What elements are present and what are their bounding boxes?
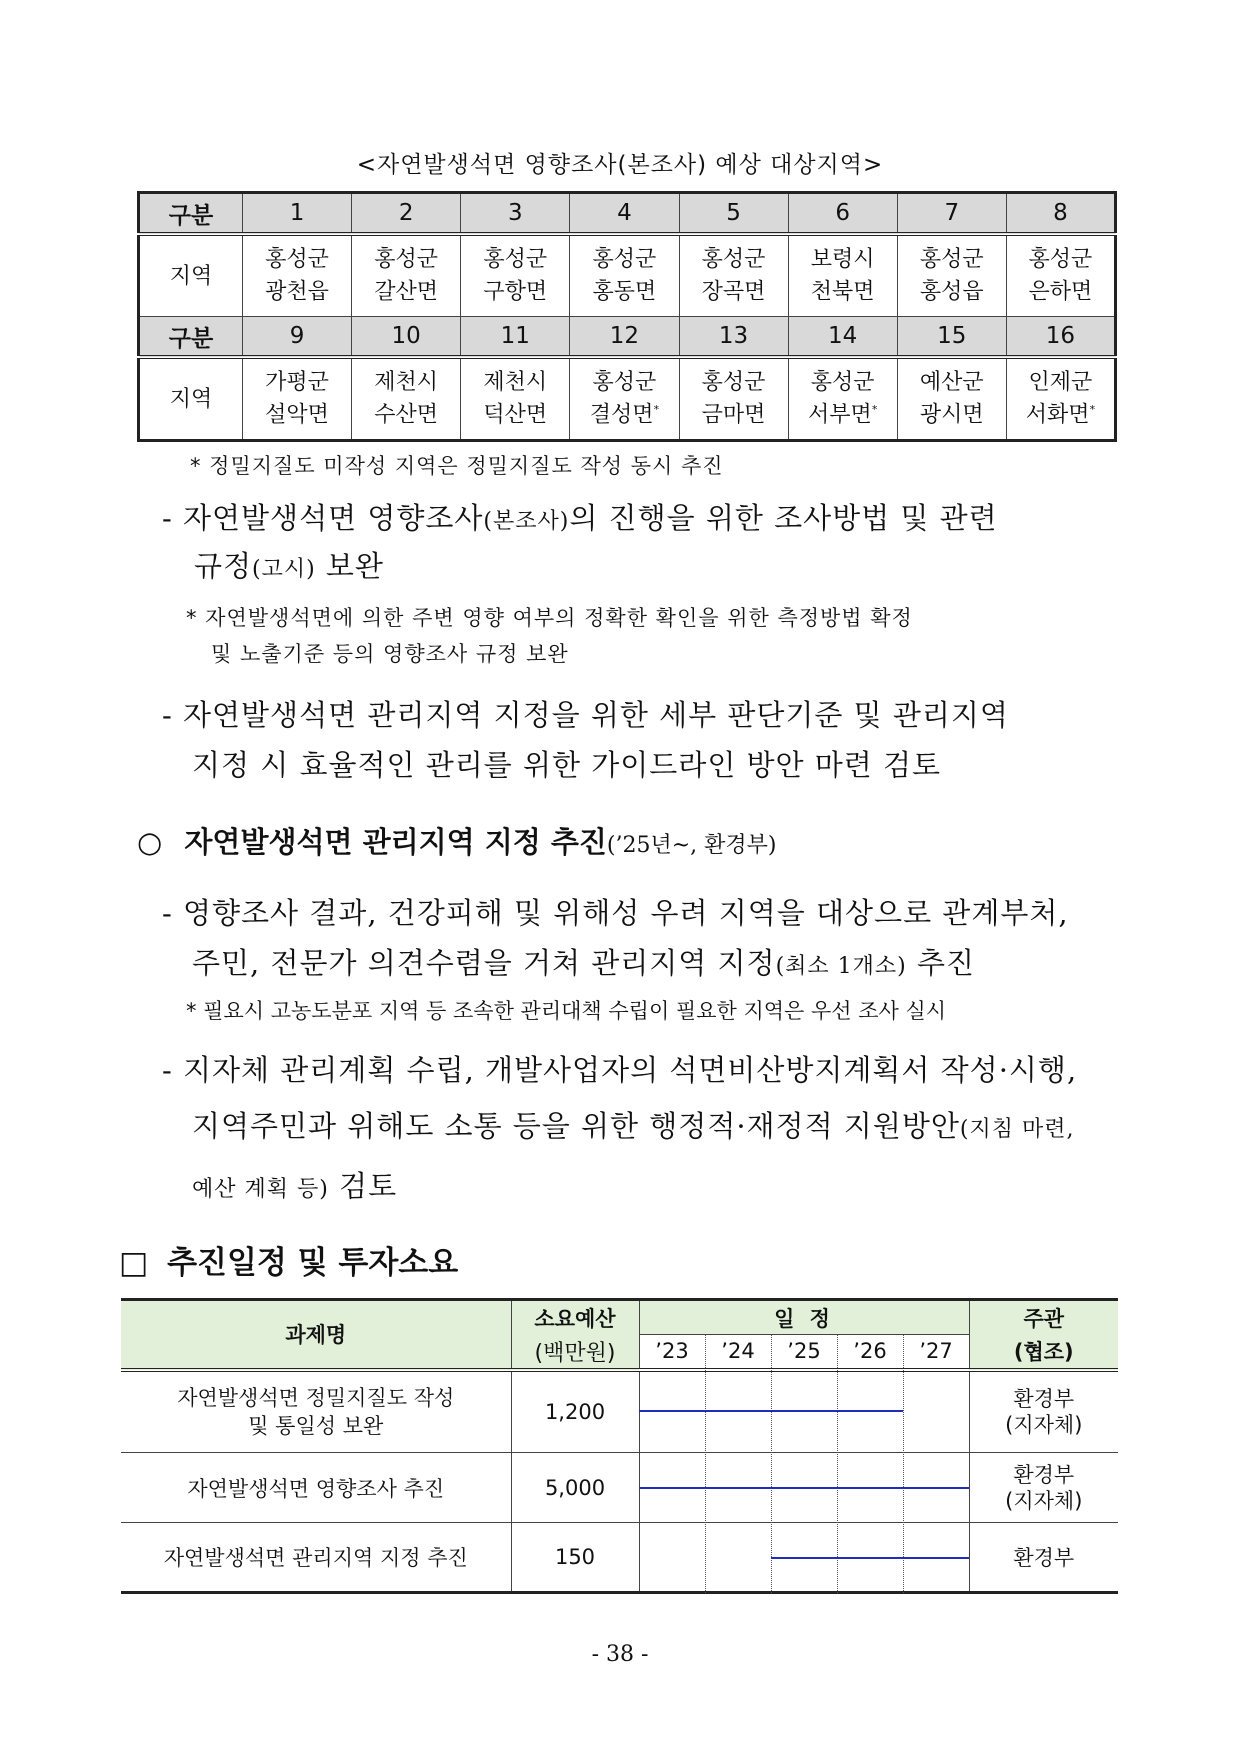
region-number: 1	[243, 193, 352, 235]
col-owner-sub: (협조)	[969, 1335, 1118, 1370]
region-cell: 홍성군 은하면	[1006, 234, 1115, 317]
region-header-row	[139, 317, 1116, 358]
owner: 환경부 (지자체)	[969, 1370, 1118, 1453]
year-divider	[837, 1370, 838, 1593]
year-label: ’23	[639, 1335, 705, 1370]
header-label: 구분	[139, 317, 243, 358]
year-divider	[903, 1370, 904, 1593]
footnote-measurement: * 자연발생석면에 의한 주변 영향 여부의 정확한 확인을 위한 측정방법 확정 및 노출기준 등의 영향조사 규정 보완	[186, 606, 913, 666]
region-body-row	[139, 357, 1116, 441]
year-divider	[771, 1370, 772, 1593]
region-cell: 예산군 광시면	[897, 357, 1006, 441]
region-number: 6	[788, 193, 897, 235]
section-heading: □ 추진일정 및 투자소요	[119, 1245, 459, 1281]
task-name: 자연발생석면 관리지역 지정 추진	[121, 1523, 511, 1593]
year-label: ’24	[705, 1335, 771, 1370]
task-name: 자연발생석면 영향조사 추진	[121, 1453, 511, 1523]
year-divider	[705, 1370, 706, 1593]
circle-bullet-icon: ○	[137, 825, 163, 859]
region-number: 9	[243, 317, 352, 358]
region-cell: 인제군 서화면*	[1006, 357, 1115, 441]
schedule-header-row	[121, 1300, 1118, 1335]
region-number: 8	[1006, 193, 1115, 235]
region-number: 16	[1006, 317, 1115, 358]
region-cell: 홍성군 결성면*	[570, 357, 679, 441]
table-caption: <자연발생석면 영향조사(본조사) 예상 대상지역>	[356, 152, 884, 178]
col-budget: 소요예산	[511, 1300, 639, 1335]
region-number: 14	[788, 317, 897, 358]
header-label: 구분	[139, 193, 243, 235]
owner: 환경부	[1013, 1546, 1075, 1570]
region-number: 5	[679, 193, 788, 235]
region-number: 11	[461, 317, 570, 358]
region-number: 15	[897, 317, 1006, 358]
region-number: 3	[461, 193, 570, 235]
col-owner: 주관	[969, 1300, 1118, 1335]
bullet-support: - 지자체 관리계획 수립, 개발사업자의 석면비산방지계획서 작성·시행, 지역주민과 위해도 소통 등을 위한 행정적·재정적 지원방안(지침 마련, 예산 계획 등) 검토	[162, 1053, 1078, 1203]
year-label: ’27	[903, 1335, 969, 1370]
region-cell: 제천시 덕산면	[461, 357, 570, 441]
region-cell: 홍성군 홍성읍	[897, 234, 1006, 317]
region-header-row	[139, 193, 1116, 235]
region-cell: 홍성군 장곡면	[679, 234, 788, 317]
footnote-priority: * 필요시 고농도분포 지역 등 조속한 관리대책 수립이 필요한 지역은 우선 조사 실시	[186, 999, 947, 1023]
row-label: 지역	[139, 234, 243, 317]
region-cell: 가평군 설악면	[243, 357, 352, 441]
gantt-bar	[639, 1410, 903, 1412]
gantt-bar	[771, 1557, 969, 1559]
col-budget-unit: (백만원)	[511, 1335, 639, 1370]
item-management-zone: ○ 자연발생석면 관리지역 지정 추진(’25년~, 환경부)	[137, 825, 777, 859]
region-cell: 홍성군 금마면	[679, 357, 788, 441]
region-cell: 홍성군 갈산면	[352, 234, 461, 317]
budget-value: 150	[511, 1523, 639, 1593]
budget-value: 1,200	[511, 1370, 639, 1453]
square-bullet-icon: □	[119, 1245, 149, 1281]
region-cell: 제천시 수산면	[352, 357, 461, 441]
row-label: 지역	[139, 357, 243, 441]
gantt-bar	[639, 1487, 969, 1489]
page-number: - 38 -	[591, 1642, 649, 1667]
region-table	[137, 191, 1117, 442]
region-number: 10	[352, 317, 461, 358]
region-cell: 홍성군 홍동면	[570, 234, 679, 317]
year-label: ’26	[837, 1335, 903, 1370]
col-task: 과제명	[121, 1300, 511, 1370]
col-schedule: 일 정	[639, 1300, 969, 1335]
region-cell: 홍성군 서부면*	[788, 357, 897, 441]
bullet-survey-method: - 자연발생석면 영향조사(본조사)의 진행을 위한 조사방법 및 관련 규정(고시) 보완	[162, 501, 998, 583]
footnote-region: * 정밀지질도 미작성 지역은 정밀지질도 작성 동시 추진	[190, 454, 724, 478]
schedule-row	[121, 1370, 1118, 1453]
budget-value: 5,000	[511, 1453, 639, 1523]
region-number: 2	[352, 193, 461, 235]
region-number: 13	[679, 317, 788, 358]
year-label: ’25	[771, 1335, 837, 1370]
schedule-table	[121, 1298, 1118, 1594]
region-cell: 홍성군 광천읍	[243, 234, 352, 317]
region-cell: 보령시 천북면	[788, 234, 897, 317]
region-cell: 홍성군 구항면	[461, 234, 570, 317]
region-number: 4	[570, 193, 679, 235]
region-number: 7	[897, 193, 1006, 235]
region-number: 12	[570, 317, 679, 358]
owner: 환경부 (지자체)	[969, 1453, 1118, 1523]
bullet-criteria: - 자연발생석면 관리지역 지정을 위한 세부 판단기준 및 관리지역 지정 시 효율적인 관리를 위한 가이드라인 방안 마련 검토	[162, 698, 1009, 782]
bullet-designation: - 영향조사 결과, 건강피해 및 위해성 우려 지역을 대상으로 관계부처, 주민, 전문가 의견수렴을 거쳐 관리지역 지정(최소 1개소) 추진	[162, 896, 1069, 980]
region-body-row	[139, 234, 1116, 317]
task-name: 자연발생석면 정밀지질도 작성 및 통일성 보완	[121, 1370, 511, 1453]
